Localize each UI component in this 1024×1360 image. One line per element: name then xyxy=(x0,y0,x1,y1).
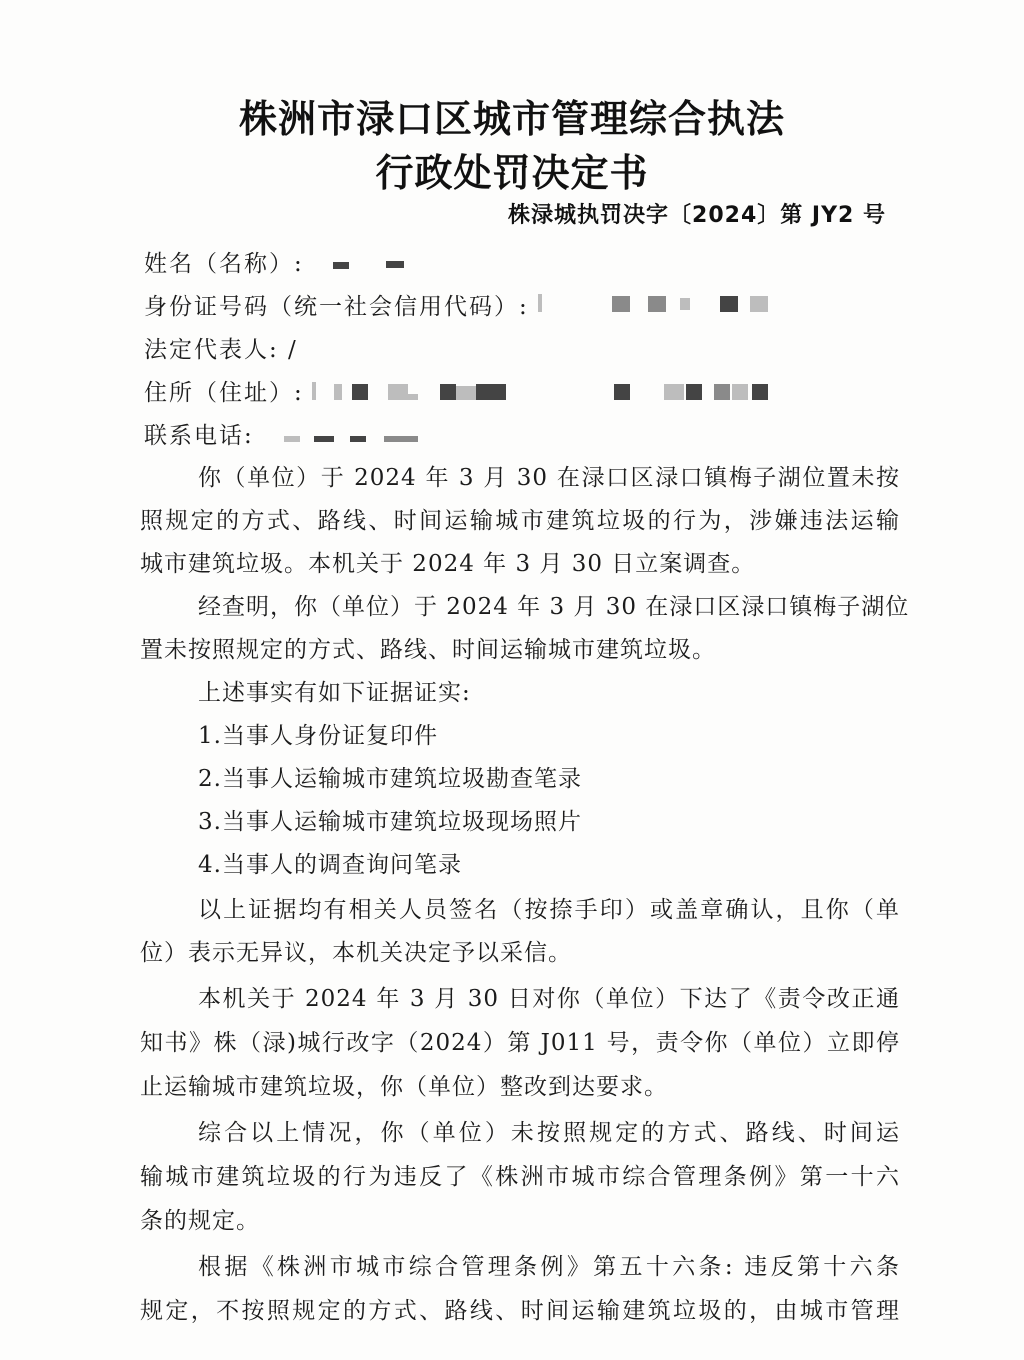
phone-field-label: 联系电话: xyxy=(144,423,254,449)
paragraph-line: 本机关于 2024 年 3 月 30 日对你（单位）下达了《责令改正通 xyxy=(198,986,900,1012)
document-subtitle: 行政处罚决定书 xyxy=(375,151,649,195)
address-field-label: 住所（住址）: xyxy=(144,380,304,406)
document-number: 株渌城执罚决字〔2024〕第 JY2 号 xyxy=(508,203,886,228)
paragraph-line: 照规定的方式、路线、时间运输城市建筑垃圾的行为，涉嫌违法运输 xyxy=(140,508,900,534)
paragraph-line: 经查明，你（单位）于 2024 年 3 月 30 在渌口区渌口镇梅子湖位 xyxy=(198,594,910,620)
redacted-name-block xyxy=(333,262,349,269)
paragraph-line: 根据《株洲市城市综合管理条例》第五十六条: 违反第十六条 xyxy=(198,1254,900,1280)
id-number-field-label: 身份证号码（统一社会信用代码）: xyxy=(144,294,529,320)
evidence-item: 4.当事人的调查询问笔录 xyxy=(198,852,462,878)
redacted-id-block xyxy=(612,296,630,312)
redacted-address-block xyxy=(714,384,730,400)
redacted-id-block xyxy=(538,294,542,312)
paragraph-line: 置未按照规定的方式、路线、时间运输城市建筑垃圾。 xyxy=(140,637,716,663)
paragraph-line: 位）表示无异议，本机关决定予以采信。 xyxy=(140,940,572,966)
redacted-phone-block xyxy=(384,436,418,442)
paragraph-line: 你（单位）于 2024 年 3 月 30 在渌口区渌口镇梅子湖位置未按 xyxy=(198,465,900,491)
redacted-address-block xyxy=(334,384,342,400)
paragraph-line: 规定，不按照规定的方式、路线、时间运输建筑垃圾的，由城市管理 xyxy=(140,1298,900,1324)
redacted-address-block xyxy=(440,384,456,400)
paragraph-line: 城市建筑垃圾。本机关于 2024 年 3 月 30 日立案调查。 xyxy=(140,551,756,577)
redacted-phone-block xyxy=(314,436,334,442)
redacted-id-block xyxy=(750,296,768,312)
redacted-address-block xyxy=(686,384,702,400)
paragraph-line: 综合以上情况，你（单位）未按照规定的方式、路线、时间运 xyxy=(198,1120,900,1146)
evidence-intro: 上述事实有如下证据证实: xyxy=(198,680,471,706)
redacted-id-block xyxy=(720,296,738,312)
document-title: 株洲市渌口区城市管理综合执法 xyxy=(238,97,785,141)
redacted-phone-block xyxy=(350,436,366,442)
redacted-address-block xyxy=(408,394,418,400)
paragraph-line: 知书》株（渌)城行改字（2024）第 J011 号，责令你（单位）立即停 xyxy=(140,1030,900,1056)
redacted-address-block xyxy=(732,384,748,400)
redacted-id-block xyxy=(680,298,690,310)
redacted-id-block xyxy=(648,296,666,312)
legal-representative-field: 法定代表人: / xyxy=(144,337,298,363)
redacted-address-block xyxy=(614,384,630,400)
name-field-label: 姓名（名称）: xyxy=(144,251,304,277)
redacted-address-block xyxy=(752,384,768,400)
redacted-address-block xyxy=(312,382,316,400)
paragraph-line: 以上证据均有相关人员签名（按捺手印）或盖章确认，且你（单 xyxy=(198,897,900,923)
redacted-phone-block xyxy=(284,436,300,442)
redacted-address-block xyxy=(388,384,408,400)
paragraph-line: 条的规定。 xyxy=(140,1208,260,1234)
evidence-item: 1.当事人身份证复印件 xyxy=(198,723,438,749)
evidence-item: 3.当事人运输城市建筑垃圾现场照片 xyxy=(198,809,582,835)
evidence-item: 2.当事人运输城市建筑垃圾勘查笔录 xyxy=(198,766,582,792)
redacted-name-block xyxy=(386,261,404,268)
redacted-address-block xyxy=(352,384,368,400)
paragraph-line: 止运输城市建筑垃圾，你（单位）整改到达要求。 xyxy=(140,1074,668,1100)
redacted-address-block xyxy=(476,384,506,400)
redacted-address-block xyxy=(664,384,684,400)
paragraph-line: 输城市建筑垃圾的行为违反了《株洲市城市综合管理条例》第一十六 xyxy=(140,1164,900,1190)
redacted-address-block xyxy=(456,386,476,400)
